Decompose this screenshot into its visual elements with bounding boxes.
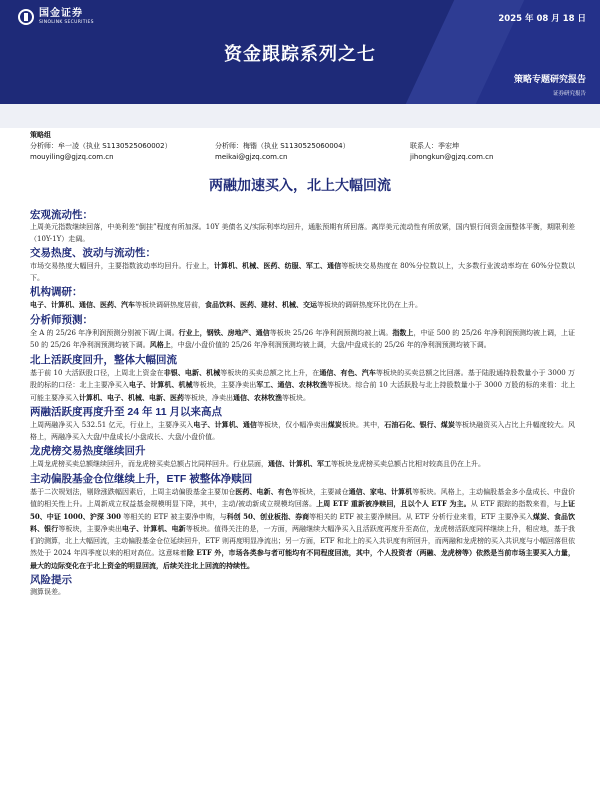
header-banner	[0, 0, 600, 104]
section-paragraph: 上周两融净买入 532.51 亿元，行业上，主要净买入电子、计算机、通信等板块，仅小幅净卖出煤炭板块。其中，石油石化、银行、煤炭等板块融资买入占比上升幅度较大。风格上，两融净买入大盘/中盘成长/小盘成长、大盘/小盘价值。	[30, 420, 576, 441]
section-paragraph: 电子、计算机、通信、医药、汽车等板块调研热度居前，食品饮料、医药、建材、机械、交运等板块的调研热度环比仍在上升。	[30, 300, 422, 309]
section-paragraph: 基于前 10 大活跃股口径，上周北上资金在非银、电新、机械等板块的买卖总额之比上升，在通信、有色、汽车等板块的买卖总额之比回落。基于陆股通持股数量小于 3000 万股的标的口径：北上主要净买入电子、计算机、机械等板块，主要净卖出军工、通信、农林牧渔等板块。综合前 10 大活跃股与北上持股数量小于 3000 万股的标的来看：北上可能主要净买入计算机、电子、机械、电新、医药等板块，净卖出通信、农林牧渔等板块。	[30, 367, 576, 402]
header-strip	[0, 104, 600, 128]
section-paragraph: 测算误差。	[30, 588, 65, 596]
contact-name: 联系人：季宏坤	[410, 142, 459, 150]
logo-en: SINOLINK SECURITIES	[39, 20, 94, 25]
logo-cn: 国金证券	[39, 8, 83, 19]
analyst-2-email[interactable]: meikai@gjzq.com.cn	[215, 153, 288, 161]
company-logo	[18, 9, 94, 26]
analyst-1-email[interactable]: mouyiling@gjzq.com.cn	[30, 153, 114, 161]
report-date: 2025 年 08 月 18 日	[498, 14, 586, 24]
section-heading: 机构调研：	[30, 286, 83, 298]
section-heading: 风险提示	[30, 574, 72, 586]
section-heading: 分析师预测：	[30, 313, 93, 326]
section-heading: 龙虎榜交易热度继续回升	[30, 445, 146, 457]
section-paragraph: 市场交易热度大幅回升，主要指数波动率均回升。行业上，计算机、机械、医药、纺服、军工、通信等板块交易热度在 80%分位数以上，大多数行业波动率均在 60%分位数以下。	[30, 261, 576, 282]
section-heading: 交易热度、波动与流动性：	[30, 247, 156, 259]
report-body	[30, 208, 575, 600]
section-heading: 主动偏股基金仓位继续上升，ETF 被整体净赎回	[30, 472, 253, 485]
analyst-1-name: 分析师：牟一凌（执业 S1130525060002）	[30, 142, 172, 150]
main-title: 两融加速买入，北上大幅回流	[209, 178, 391, 194]
report-type: 策略专题研究报告	[513, 75, 586, 85]
series-title: 资金跟踪系列之七	[224, 44, 376, 65]
contact-email[interactable]: jihongkun@gjzq.com.cn	[410, 153, 494, 161]
logo-icon	[18, 9, 34, 25]
analyst-2-name: 分析师：梅锴（执业 S1130525060004）	[215, 142, 350, 150]
section-paragraph: 上周龙虎榜买卖总额继续回升，而龙虎榜买卖总额占比同样回升。行业层面，通信、计算机、军工等板块龙虎榜买卖总额占比相对较高且仍在上升。	[30, 459, 485, 468]
section-paragraph: 基于二次规划法，剔除涨跌幅因素后，上周主动偏股基金主要加仓医药、电新、有色等板块，主要减仓通信、家电、计算机等板块。风格上，主动偏股基金多小盘成长、中盘价值的相关性上升。上周新成立权益基金规模明显下降，其中，主动/被动新成立规模均回落。上周 ETF 重新被净赎回，且以个人 ETF 为主。从 ETF 跟踪的指数来看，与上证 50、中证 1000、沪深 300 等相关的 ETF 被主要净申购，与科创 50、创业板指、券商等相关的 ETF 被主要净赎回。从 ETF 分析行业来看，ETF 主要净买入煤炭、食品饮料、银行等板块，主要净卖出电子、计算机、电新等板块。值得关注的是，一方面，两融继续大幅净买入且活跃度再度升至高位，龙虎榜活跃度同样继续上升，相应地，基于我们的测算，北上大幅回流，主动偏股基金仓位延续回升，ETF 则再度明显净流出；另一方面，ETF 和北上的买入共识度有所回升，而两融和龙虎榜的买入共识度与小幅回落但依然处于 2024 年四季度以来的相对高位。这意味着除 ETF 外，市场各类参与者可能均有不同程度回流，其中，个人投资者（两融、龙虎榜等）依然是当前市场主要买入力量，最大的边际变化在于北上资金的明显回流，后续关注北上回流的持续性。	[30, 486, 576, 570]
section-heading: 两融活跃度再度升至 24 年 11 月以来高点	[30, 406, 222, 418]
section-paragraph: 全 A 的 25/26 年净利润预测分别被下调/上调。行业上，钢铁、房地产、通信等板块 25/26 年净利润预测均被上调。指数上，中证 500 的 25/26 年净利润预测均被上调，上证 50 的 25/26 年净利润预测均被下调。风格上，中盘/小盘价值的 25/26 年净利润预测均被上调，大盘/中盘成长的 25/26 年的净利润预测均被下调。	[30, 327, 576, 349]
section-paragraph: 上周美元指数继续回落，中美利差“倒挂”程度有所加深。10Y 美债名义/实际利率均回升，通胀预期有所回落。离岸美元流动性有所放紧，国内银行间资金面整体平衡，期限利差（10Y-1Y）走阔。	[30, 223, 575, 243]
author-block	[30, 130, 575, 163]
report-subtype: 证券研究报告	[552, 91, 586, 97]
section-heading: 北上活跃度回升，整体大幅回流	[30, 353, 177, 366]
section-heading: 宏观流动性：	[30, 209, 93, 221]
team-name: 策略组	[30, 131, 51, 139]
